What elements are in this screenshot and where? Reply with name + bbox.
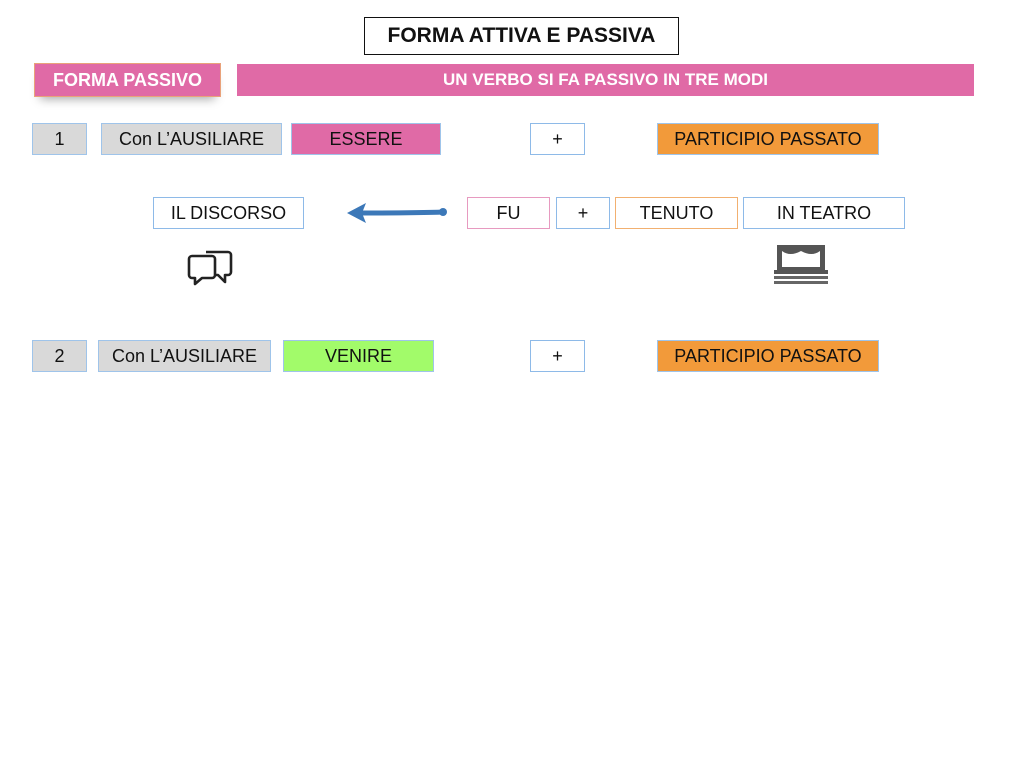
example-participle: TENUTO <box>615 197 738 229</box>
rule-label: Con L’AUSILIARE <box>101 123 282 155</box>
participle-box: PARTICIPIO PASSATO <box>657 340 879 372</box>
rule-number: 2 <box>32 340 87 372</box>
theater-stage-icon <box>772 241 832 285</box>
speech-bubbles-icon <box>186 242 236 286</box>
plus-sign: + <box>530 340 585 372</box>
rule-number: 1 <box>32 123 87 155</box>
participle-box: PARTICIPIO PASSATO <box>657 123 879 155</box>
auxiliary-essere: ESSERE <box>291 123 441 155</box>
plus-sign: + <box>530 123 585 155</box>
section-banner: UN VERBO SI FA PASSIVO IN TRE MODI <box>237 64 974 96</box>
arrow-left-icon <box>344 199 448 227</box>
auxiliary-venire: VENIRE <box>283 340 434 372</box>
example-subject: IL DISCORSO <box>153 197 304 229</box>
plus-sign: + <box>556 197 610 229</box>
example-verb: FU <box>467 197 550 229</box>
section-tag: FORMA PASSIVO <box>34 63 221 97</box>
page-title: FORMA ATTIVA E PASSIVA <box>364 17 679 55</box>
rule-label: Con L’AUSILIARE <box>98 340 271 372</box>
example-complement: IN TEATRO <box>743 197 905 229</box>
